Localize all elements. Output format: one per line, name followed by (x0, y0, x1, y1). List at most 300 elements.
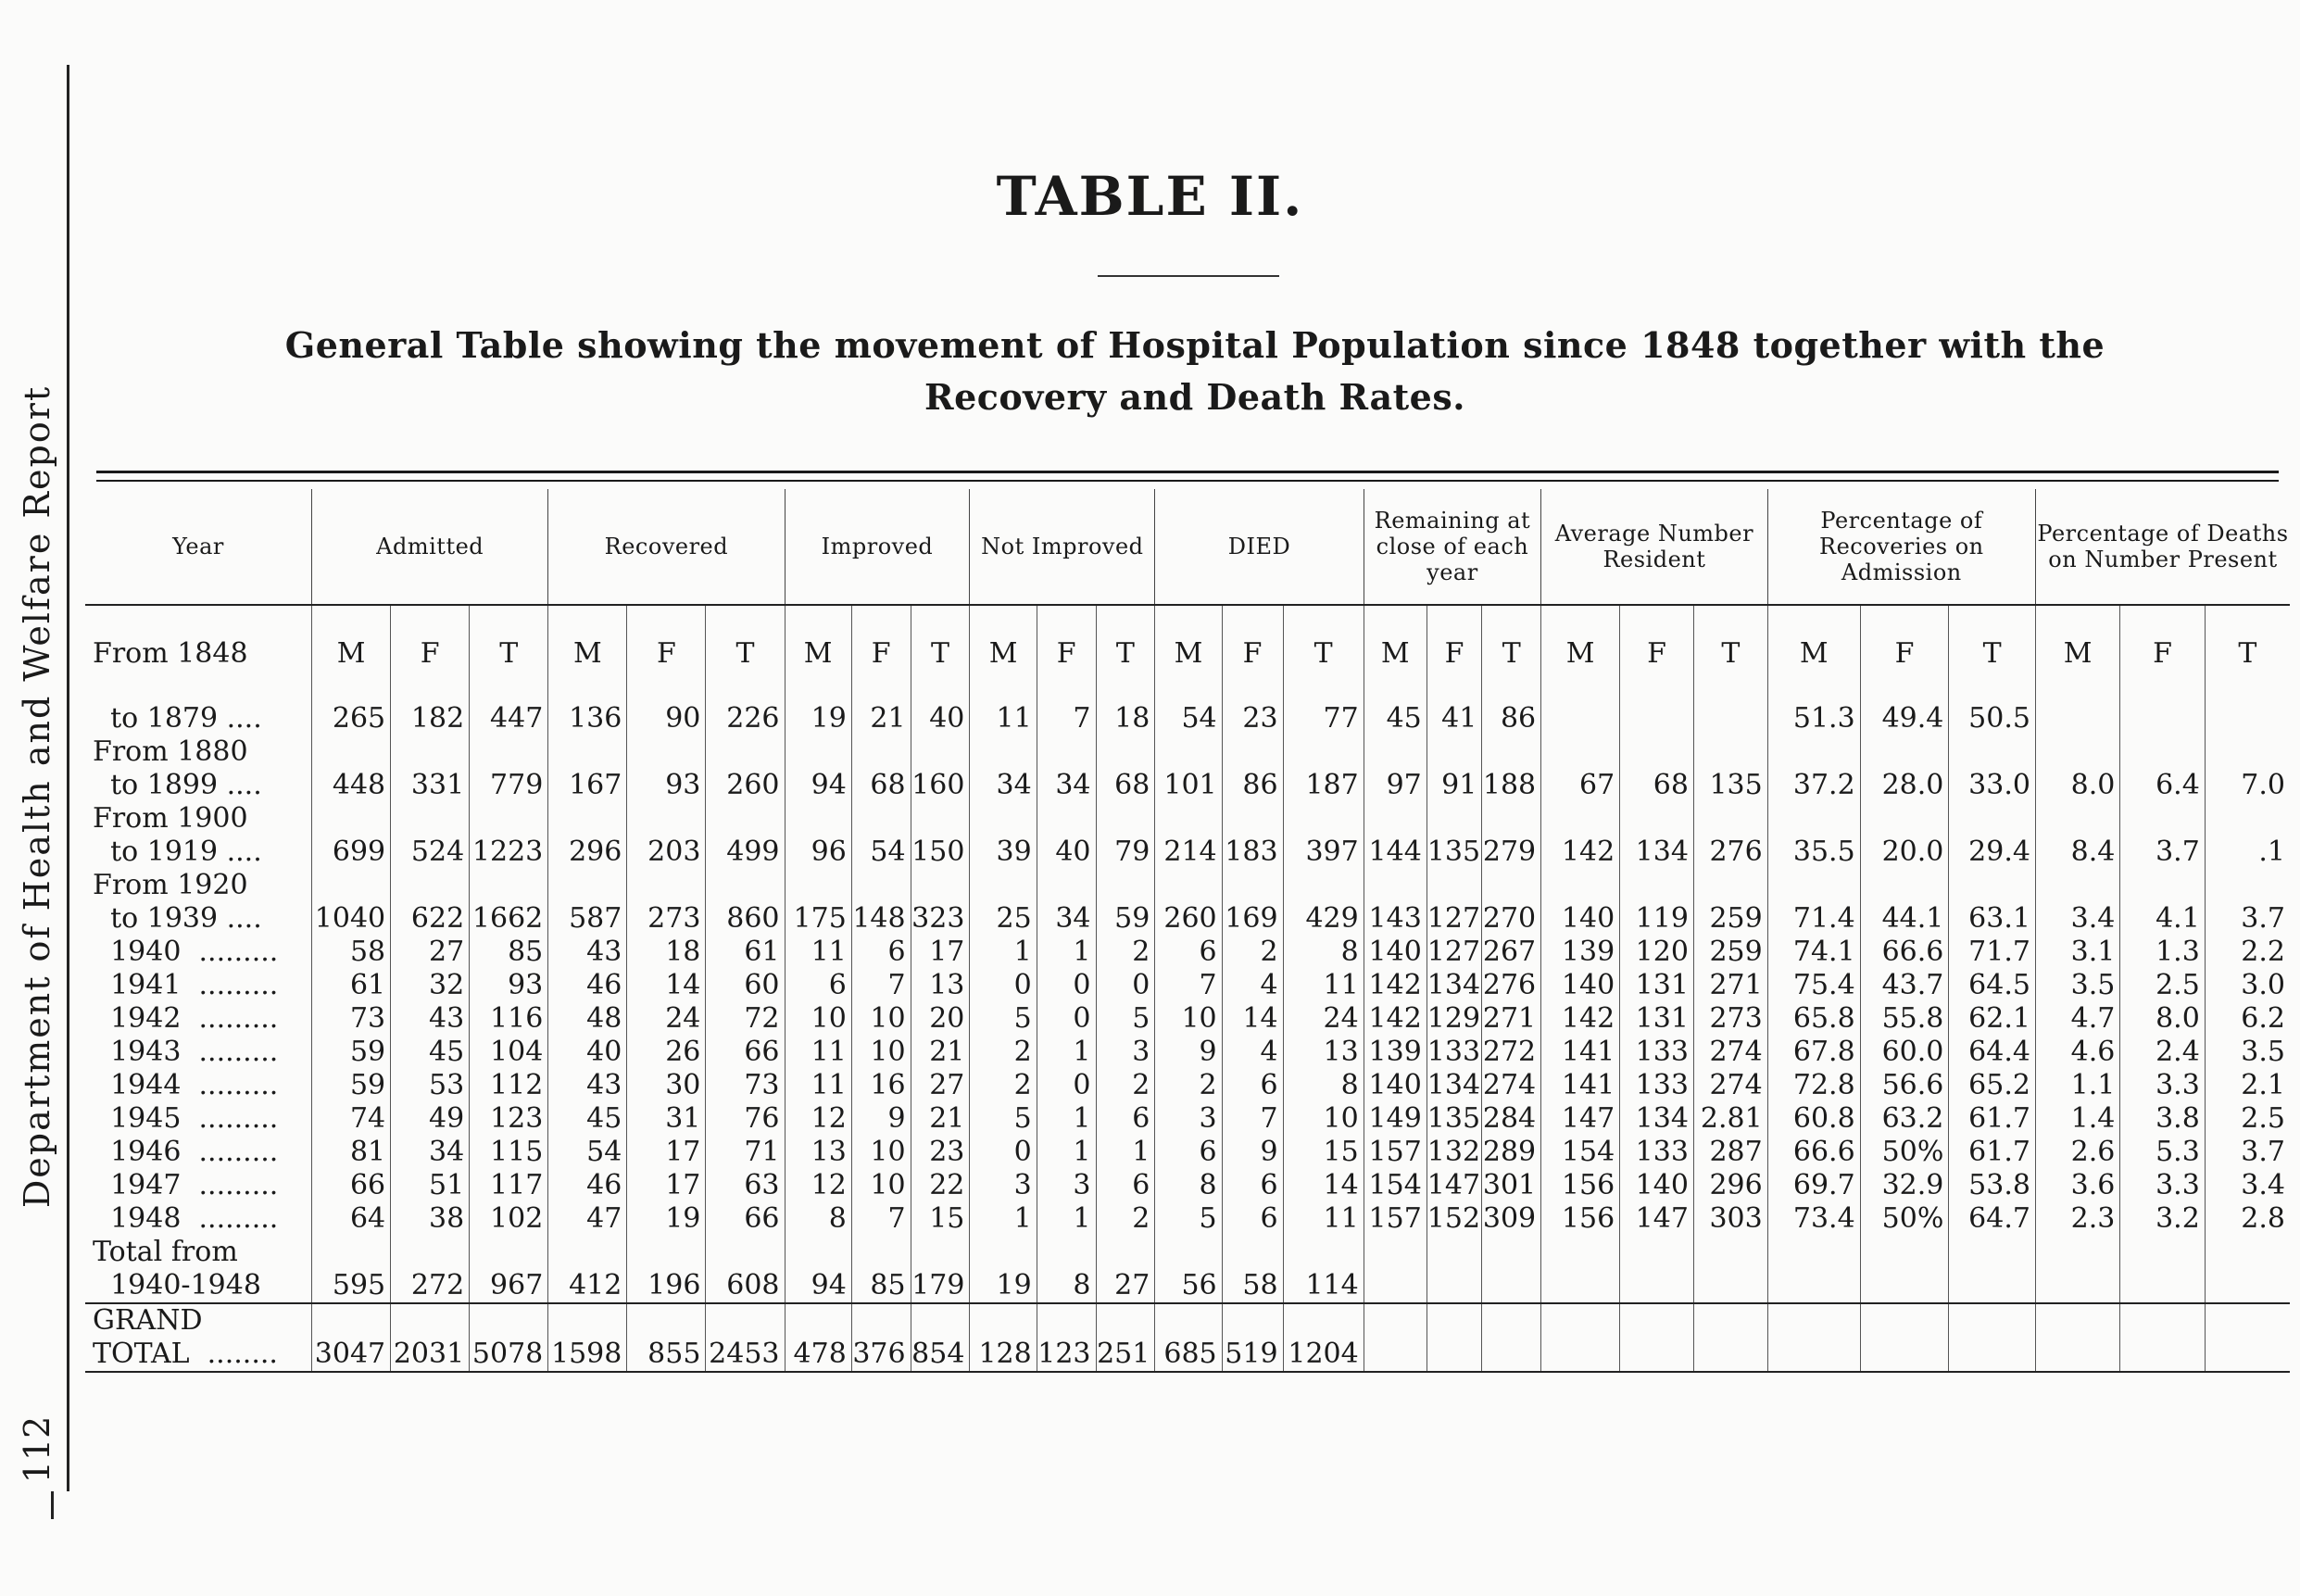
table-cell: 34 (970, 769, 1037, 802)
table-row (85, 1202, 2290, 1236)
sub-header: T (470, 605, 548, 702)
table-cell (1949, 1236, 2036, 1269)
table-row (85, 1036, 2290, 1069)
table-cell: 8 (1037, 1269, 1096, 1303)
table-cell (1037, 1236, 1096, 1269)
table-cell: 8.4 (2035, 836, 2119, 869)
table-cell (391, 1303, 470, 1338)
table-cell: 141 (1541, 1036, 1620, 1069)
group-header: Percentage of Deaths on Number Present (2035, 489, 2290, 605)
table-cell (1283, 735, 1364, 769)
table-cell: 6 (1222, 1169, 1283, 1202)
table-cell: 75.4 (1767, 969, 1860, 1002)
table-cell: 1 (970, 936, 1037, 969)
table-cell: 19 (970, 1269, 1037, 1303)
table-cell: 1 (1037, 1136, 1096, 1169)
table-cell (1541, 869, 1620, 902)
table-cell (1693, 1269, 1767, 1303)
table-cell: 7 (851, 1202, 911, 1236)
table-row (85, 1102, 2290, 1136)
table-cell (1767, 1303, 1860, 1338)
table-cell: 287 (1693, 1136, 1767, 1169)
table-cell (1860, 1338, 1949, 1372)
table-cell: 26 (627, 1036, 706, 1069)
table-cell: 133 (1620, 1036, 1694, 1069)
table-cell: 15 (911, 1202, 970, 1236)
table-cell: 14 (627, 969, 706, 1002)
table-cell: 17 (627, 1136, 706, 1169)
table-cell: 154 (1541, 1136, 1620, 1169)
table-cell (706, 735, 785, 769)
table-cell: 54 (548, 1136, 627, 1169)
row-label: 1946 ......... (93, 1136, 279, 1168)
table-cell (1482, 1236, 1541, 1269)
title-divider (1098, 275, 1279, 277)
sub-header: T (1482, 605, 1541, 702)
table-cell: 2 (1155, 1069, 1222, 1102)
table-cell: 1040 (312, 902, 391, 936)
table-cell (1620, 1269, 1694, 1303)
table-cell: 64.7 (1949, 1202, 2036, 1236)
table-cell (1541, 735, 1620, 769)
hospital-population-table (85, 489, 2290, 1373)
sub-header: T (1283, 605, 1364, 702)
table-cell (1155, 735, 1222, 769)
table-cell: 272 (391, 1269, 470, 1303)
table-cell: 96 (785, 836, 851, 869)
table-cell: 6 (1222, 1069, 1283, 1102)
table-cell (548, 802, 627, 836)
table-cell: 35.5 (1767, 836, 1860, 869)
table-cell (2205, 1269, 2290, 1303)
table-cell: 8 (1155, 1169, 1222, 1202)
table-cell (1693, 735, 1767, 769)
sub-header: M (1541, 605, 1620, 702)
table-cell: 59 (312, 1069, 391, 1102)
table-cell (470, 735, 548, 769)
table-cell: 8 (1283, 936, 1364, 969)
table-cell (1096, 869, 1155, 902)
sub-header: F (1860, 605, 1949, 702)
table-cell (1949, 869, 2036, 902)
table-cell: 260 (1155, 902, 1222, 936)
table-cell: 32 (391, 969, 470, 1002)
table-cell: 4 (1222, 969, 1283, 1002)
table-cell: 123 (1037, 1338, 1096, 1372)
table-cell: 85 (851, 1269, 911, 1303)
table-cell: 8 (785, 1202, 851, 1236)
table-cell: 7.0 (2205, 769, 2290, 802)
table-cell: 55.8 (1860, 1002, 1949, 1036)
table-row (85, 769, 2290, 802)
group-header: Recovered (548, 489, 785, 605)
table-cell: 73.4 (1767, 1202, 1860, 1236)
table-cell: 595 (312, 1269, 391, 1303)
table-top-rule (96, 471, 2279, 473)
table-cell: 11 (1283, 1202, 1364, 1236)
table-cell: 13 (911, 969, 970, 1002)
table-cell: 7 (1037, 702, 1096, 735)
table-cell: 91 (1427, 769, 1482, 802)
table-cell (312, 802, 391, 836)
table-cell: 6 (1222, 1202, 1283, 1236)
table-cell (391, 869, 470, 902)
table-cell: 169 (1222, 902, 1283, 936)
table-cell: 56 (1155, 1269, 1222, 1303)
table-cell: 141 (1541, 1069, 1620, 1102)
table-cell: 48 (548, 1002, 627, 1036)
table-cell: 11 (785, 1069, 851, 1102)
table-cell: 140 (1541, 902, 1620, 936)
table-cell (1620, 735, 1694, 769)
table-cell: 182 (391, 702, 470, 735)
table-cell: 15 (1283, 1136, 1364, 1169)
table-cell: 71.4 (1767, 902, 1860, 936)
table-cell: 86 (1222, 769, 1283, 802)
table-row (85, 969, 2290, 1002)
table-cell: 64.4 (1949, 1036, 2036, 1069)
table-cell: 296 (1693, 1169, 1767, 1202)
table-cell: 90 (627, 702, 706, 735)
group-header: Percentage of Recoveries on Admission (1767, 489, 2035, 605)
group-header: DIED (1155, 489, 1364, 605)
table-cell: 10 (1155, 1002, 1222, 1036)
table-cell (1222, 802, 1283, 836)
table-cell: 43 (548, 1069, 627, 1102)
table-cell: 284 (1482, 1102, 1541, 1136)
table-cell: 131 (1620, 969, 1694, 1002)
table-cell: 76 (706, 1102, 785, 1136)
group-header: Improved (785, 489, 970, 605)
table-cell: 50.5 (1949, 702, 2036, 735)
sub-header: M (1767, 605, 1860, 702)
table-cell: 157 (1364, 1202, 1427, 1236)
table-cell (312, 1236, 391, 1269)
table-cell (1364, 1269, 1427, 1303)
row-label: 1940-1948 (93, 1269, 261, 1301)
table-cell: 64 (312, 1202, 391, 1236)
table-cell: 16 (851, 1069, 911, 1102)
table-cell: 50% (1860, 1202, 1949, 1236)
table-cell: 66 (706, 1202, 785, 1236)
table-cell: 1662 (470, 902, 548, 936)
table-cell: 6 (1096, 1102, 1155, 1136)
table-cell: 156 (1541, 1169, 1620, 1202)
table-row (85, 1236, 2290, 1269)
table-cell (911, 1303, 970, 1338)
table-cell (970, 1303, 1037, 1338)
table-cell (1364, 1236, 1427, 1269)
sub-header: M (970, 605, 1037, 702)
table-cell: 112 (470, 1069, 548, 1102)
table-cell: 45 (1364, 702, 1427, 735)
table-cell (1427, 802, 1482, 836)
table-row (85, 1269, 2290, 1303)
table-cell: 34 (1037, 902, 1096, 936)
table-cell (706, 869, 785, 902)
table-cell: 2 (1222, 936, 1283, 969)
table-cell: 45 (548, 1102, 627, 1136)
table-cell: 81 (312, 1136, 391, 1169)
table-cell: 2453 (706, 1338, 785, 1372)
row-label: 1943 ......... (93, 1036, 279, 1068)
table-row (85, 1169, 2290, 1202)
table-cell (2205, 869, 2290, 902)
table-cell: 19 (627, 1202, 706, 1236)
sub-header: T (706, 605, 785, 702)
table-cell: 19 (785, 702, 851, 735)
table-cell: 259 (1693, 902, 1767, 936)
table-cell (2120, 702, 2205, 735)
table-cell: 499 (706, 836, 785, 869)
table-cell: 135 (1427, 836, 1481, 868)
row-label: Total from (93, 1236, 238, 1268)
table-cell (2035, 1338, 2119, 1372)
table-cell: 140 (1541, 969, 1620, 1002)
table-cell: 854 (911, 1338, 970, 1372)
table-cell: 6 (785, 969, 851, 1002)
table-cell: 860 (706, 902, 785, 936)
table-cell (1693, 1303, 1767, 1338)
table-cell (2205, 1338, 2290, 1372)
table-cell: 74.1 (1767, 936, 1860, 969)
table-cell: 3.3 (2120, 1069, 2205, 1102)
table-cell: 3 (1155, 1102, 1222, 1136)
table-cell: 1 (1037, 936, 1096, 969)
row-label: 1942 ......... (93, 1002, 279, 1035)
table-cell: 154 (1364, 1169, 1427, 1202)
table-cell: 167 (548, 769, 627, 802)
table-cell: 4 (1222, 1036, 1283, 1069)
table-cell: 53.8 (1949, 1169, 2036, 1202)
table-cell: 3047 (312, 1338, 391, 1372)
table-cell (1860, 802, 1949, 836)
table-cell: 40 (548, 1036, 627, 1069)
table-cell: 274 (1482, 1069, 1541, 1102)
table-cell: 49 (391, 1102, 470, 1136)
table-cell (1860, 1303, 1949, 1338)
table-cell: 133 (1427, 1036, 1481, 1068)
table-cell: 134 (1620, 1102, 1694, 1136)
table-cell (1155, 802, 1222, 836)
table-cell: 134 (1427, 1069, 1481, 1101)
table-cell: 67 (1541, 769, 1620, 802)
table-cell (1364, 735, 1427, 769)
table-cell (1767, 735, 1860, 769)
table-cell: 175 (785, 902, 851, 936)
table-cell (2120, 1303, 2205, 1338)
table-cell (851, 1236, 911, 1269)
table-cell: 85 (470, 936, 548, 969)
table-cell: 127 (1427, 902, 1481, 935)
table-cell: 699 (312, 836, 391, 869)
table-cell (2120, 869, 2205, 902)
table-cell (851, 802, 911, 836)
table-cell (851, 735, 911, 769)
table-cell: 60.0 (1860, 1036, 1949, 1069)
sub-header: M (785, 605, 851, 702)
table-cell: 3 (1096, 1036, 1155, 1069)
table-cell: 136 (548, 702, 627, 735)
table-cell: 143 (1364, 902, 1427, 936)
table-row (85, 1069, 2290, 1102)
table-cell (1860, 869, 1949, 902)
table-cell: 3.5 (2035, 969, 2119, 1002)
table-cell: 67.8 (1767, 1036, 1860, 1069)
table-cell (2035, 1269, 2119, 1303)
table-cell (2035, 702, 2119, 735)
table-cell (1037, 735, 1096, 769)
table-cell: 271 (1482, 1002, 1541, 1036)
table-cell: 102 (470, 1202, 548, 1236)
table-cell: 685 (1155, 1338, 1222, 1372)
table-cell: 93 (470, 969, 548, 1002)
table-cell: 40 (911, 702, 970, 735)
table-cell (1541, 1269, 1620, 1303)
table-cell: 309 (1482, 1202, 1541, 1236)
table-cell: 152 (1427, 1202, 1481, 1235)
table-cell: 6 (1096, 1169, 1155, 1202)
table-cell: 30 (627, 1069, 706, 1102)
sub-header: M (548, 605, 627, 702)
table-row (85, 869, 2290, 902)
table-cell: 4.7 (2035, 1002, 2119, 1036)
table-cell: 3.5 (2205, 1036, 2290, 1069)
table-cell: 10 (851, 1169, 911, 1202)
table-cell: 323 (911, 902, 970, 936)
table-cell (470, 802, 548, 836)
table-cell (851, 1303, 911, 1338)
table-cell: 11 (785, 1036, 851, 1069)
table-cell: 22 (911, 1169, 970, 1202)
table-cell (911, 869, 970, 902)
table-cell: 779 (470, 769, 548, 802)
table-cell (548, 1236, 627, 1269)
table-cell (1427, 1269, 1482, 1303)
table-cell: 2.1 (2205, 1069, 2290, 1102)
table-cell (1541, 702, 1620, 735)
table-cell: 97 (1364, 769, 1427, 802)
table-cell: 23 (911, 1136, 970, 1169)
table-cell: 7 (1155, 969, 1222, 1002)
table-cell: 274 (1693, 1036, 1767, 1069)
table-cell: 140 (1364, 1069, 1427, 1102)
table-cell (1693, 702, 1767, 735)
table-cell: 46 (548, 1169, 627, 1202)
table-cell: 331 (391, 769, 470, 802)
table-cell: 0 (1037, 969, 1096, 1002)
table-cell (1427, 1303, 1482, 1338)
table-cell: 412 (548, 1269, 627, 1303)
table-cell: 14 (1222, 1002, 1283, 1036)
table-cell (1283, 1236, 1364, 1269)
table-cell (548, 735, 627, 769)
table-cell: 123 (470, 1102, 548, 1136)
table-cell: 157 (1364, 1136, 1427, 1169)
table-cell: 3.2 (2120, 1202, 2205, 1236)
table-cell (1620, 1303, 1694, 1338)
table-cell: 17 (627, 1169, 706, 1202)
table-cell (1693, 1236, 1767, 1269)
table-cell: 1 (1096, 1136, 1155, 1169)
table-cell: 74 (312, 1102, 391, 1136)
table-cell (391, 735, 470, 769)
table-cell: 4.6 (2035, 1036, 2119, 1069)
table-cell: 2.5 (2120, 969, 2205, 1002)
table-cell: 60 (706, 969, 785, 1002)
table-cell: 622 (391, 902, 470, 936)
table-cell (1949, 735, 2036, 769)
table-cell: 150 (911, 836, 970, 869)
table-cell: 183 (1222, 836, 1283, 869)
table-cell (1693, 1338, 1767, 1372)
table-cell (2035, 1303, 2119, 1338)
table-cell: 51 (391, 1169, 470, 1202)
table-cell: 2.4 (2120, 1036, 2205, 1069)
table-cell: 1 (1037, 1202, 1096, 1236)
table-cell: 34 (391, 1136, 470, 1169)
table-cell: 276 (1482, 969, 1541, 1002)
table-subtitle: General Table showing the movement of Hospital Population since 1848 together with the Recovery and Death Rates. (284, 324, 2105, 418)
table-cell: 73 (312, 1002, 391, 1036)
table-cell: 447 (470, 702, 548, 735)
table-cell: 68 (1620, 769, 1694, 802)
table-cell: 63.2 (1860, 1102, 1949, 1136)
table-cell: 65.8 (1767, 1002, 1860, 1036)
table-cell: 5 (1155, 1202, 1222, 1236)
table-cell (1482, 869, 1541, 902)
table-cell (1620, 802, 1694, 836)
table-cell: 60.8 (1767, 1102, 1860, 1136)
sub-header: F (1037, 605, 1096, 702)
row-label: From 1848 (93, 637, 248, 670)
table-cell: 0 (970, 1136, 1037, 1169)
table-cell: 68 (851, 769, 911, 802)
table-cell: 140 (1620, 1169, 1694, 1202)
table-cell: 101 (1155, 769, 1222, 802)
table-cell (627, 802, 706, 836)
table-cell (1364, 802, 1427, 836)
table-cell (851, 869, 911, 902)
table-cell: 24 (627, 1002, 706, 1036)
group-header: Not Improved (970, 489, 1155, 605)
table-cell: 69.7 (1767, 1169, 1860, 1202)
table-cell: 63 (706, 1169, 785, 1202)
table-cell: 11 (1283, 969, 1364, 1002)
table-cell: 12 (785, 1102, 851, 1136)
sub-header: F (2120, 605, 2205, 702)
table-cell: 131 (1620, 1002, 1694, 1036)
group-header: Average Number Resident (1541, 489, 1768, 605)
table-cell: 2.3 (2035, 1202, 2119, 1236)
table-cell: 9 (1222, 1136, 1283, 1169)
table-cell: 2 (1096, 1069, 1155, 1102)
table-cell: 62.1 (1949, 1002, 2036, 1036)
table-cell (470, 1236, 548, 1269)
table-cell: 38 (391, 1202, 470, 1236)
table-cell (2035, 735, 2119, 769)
table-cell (627, 869, 706, 902)
table-cell: 50% (1860, 1136, 1949, 1169)
table-cell: 39 (970, 836, 1037, 869)
table-cell: 28.0 (1860, 769, 1949, 802)
table-cell: 148 (851, 902, 911, 936)
table-cell: 2031 (391, 1338, 470, 1372)
table-cell: 117 (470, 1169, 548, 1202)
table-cell: 2.6 (2035, 1136, 2119, 1169)
table-cell: 71.7 (1949, 936, 2036, 969)
table-cell: 259 (1693, 936, 1767, 969)
